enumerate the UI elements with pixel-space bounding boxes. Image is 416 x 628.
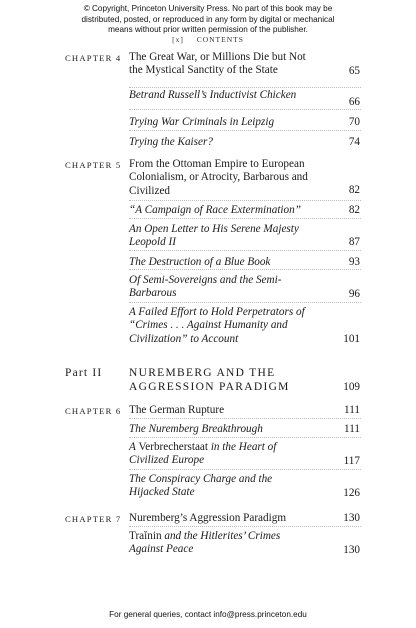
section-title-roman: Traĭnin <box>129 530 162 542</box>
section-title[interactable]: Trying the Kaiser? <box>129 136 213 148</box>
divider <box>129 109 361 110</box>
section-title[interactable]: Of Semi-Sovereigns and the Semi-Barbarous <box>129 274 282 300</box>
divider <box>129 526 361 527</box>
divider <box>129 130 361 131</box>
divider <box>129 87 361 88</box>
section-page: 66 <box>348 96 360 108</box>
divider <box>129 218 361 219</box>
part-2-label: Part II <box>65 367 103 379</box>
section-title[interactable]: “A Campaign of Race Extermination” <box>129 204 301 216</box>
running-head-title: CONTENTS <box>196 35 244 44</box>
chapter-6-label: CHAPTER 6 <box>65 406 122 416</box>
section-title[interactable]: A Failed Effort to Hold Perpetrators of “Crimes . . . Against Humanity and Civilization” to Account <box>129 306 305 345</box>
chapter-5-title[interactable]: From the Ottoman Empire to European Colonialism, or Atrocity, Barbarous and Civilized <box>129 158 308 197</box>
copyright-line-1: © Copyright, Princeton University Press. No part of this book may be <box>83 4 333 13</box>
section-page: 70 <box>348 116 360 128</box>
part-2-page: 109 <box>343 381 360 393</box>
section-page: 96 <box>348 288 360 300</box>
section-page: 82 <box>348 204 360 216</box>
copyright-line-2: distributed, posted, or reproduced in any form by digital or mechanical <box>81 14 335 24</box>
section-title[interactable]: The Destruction of a Blue Book <box>129 256 271 268</box>
section-title[interactable]: An Open Letter to His Serene Majesty Leopold II <box>129 223 299 249</box>
divider <box>129 269 361 270</box>
running-head-page: [x] <box>172 35 184 44</box>
section-page: 130 <box>343 544 360 556</box>
section-title-suffix: in the Heart of Civilized Europe <box>129 441 277 467</box>
running-head <box>0 35 416 44</box>
chapter-7-title[interactable]: Nuremberg’s Aggression Paradigm <box>129 512 287 524</box>
section-page: 126 <box>343 487 360 499</box>
chapter-7-page: 130 <box>343 512 360 524</box>
divider <box>129 469 361 470</box>
divider <box>129 302 361 303</box>
chapter-6-title[interactable]: The German Rupture <box>129 404 225 416</box>
divider <box>129 437 361 438</box>
section-title[interactable]: The Nuremberg Breakthrough <box>129 423 263 435</box>
section-page: 93 <box>348 256 360 268</box>
section-title[interactable] <box>129 530 314 557</box>
chapter-4-page: 65 <box>348 65 360 77</box>
divider <box>129 418 361 419</box>
chapter-6-page: 111 <box>344 404 360 416</box>
section-title[interactable]: Trying War Criminals in Leipzig <box>129 116 275 128</box>
chapter-7-label: CHAPTER 7 <box>65 514 122 524</box>
section-title[interactable]: The Conspiracy Charge and the Hijacked State <box>129 473 273 499</box>
section-title-suffix: and the Hitlerites’ Crimes Against Peace <box>129 530 281 556</box>
chapter-4-title[interactable]: The Great War, or Millions Die but Not the Mystical Sanctity of the State <box>129 51 306 77</box>
chapter-5-page: 82 <box>348 184 360 196</box>
section-page: 87 <box>348 236 360 248</box>
section-page: 111 <box>344 423 360 435</box>
section-title-prefix: A <box>129 441 139 453</box>
chapter-4-label: CHAPTER 4 <box>65 53 122 63</box>
section-title[interactable]: Betrand Russell’s Inductivist Chicken <box>129 89 297 101</box>
part-2-title[interactable]: NUREMBERG AND THE AGGRESSION PARADIGM <box>129 367 290 393</box>
section-page: 117 <box>343 455 360 467</box>
divider <box>129 200 361 201</box>
section-title-roman: Verbrecherstaat <box>138 441 209 453</box>
copyright-notice <box>0 4 416 36</box>
chapter-5-label: CHAPTER 5 <box>65 160 122 170</box>
copyright-line-3: means without prior written permission of the publisher. <box>108 25 308 34</box>
section-page: 101 <box>343 333 360 345</box>
divider <box>129 250 361 251</box>
section-page: 74 <box>348 136 360 148</box>
footer-contact: For general queries, contact info@press.princeton.edu <box>109 610 307 619</box>
section-title[interactable] <box>129 441 314 468</box>
